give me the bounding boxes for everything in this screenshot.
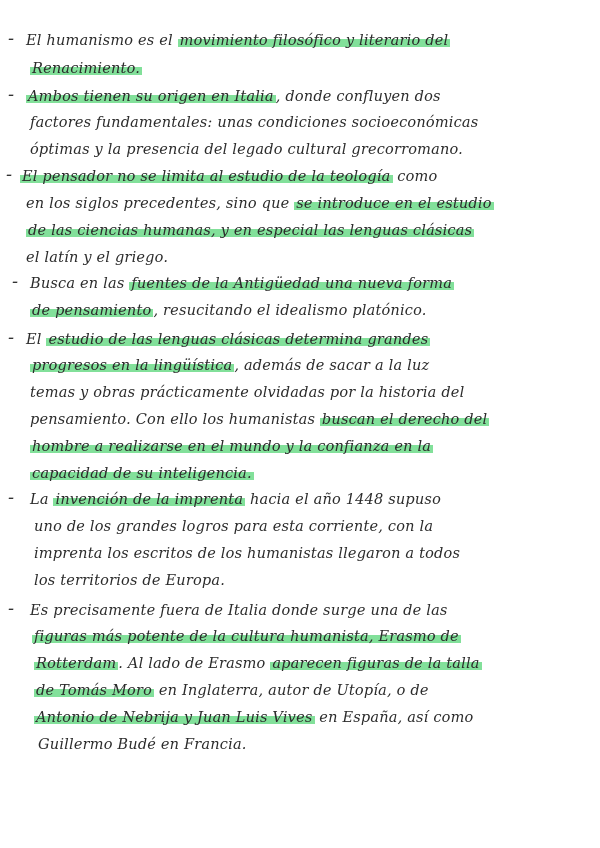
highlighted-text: El pensador no se limita al estudio de la teología — [22, 169, 391, 185]
text-segment: Guillermo Budé en Francia. — [38, 737, 247, 753]
text-segment: Busca en las — [30, 276, 130, 292]
note-line — [20, 168, 437, 186]
text-segment: El — [26, 332, 47, 348]
note-line — [30, 357, 429, 375]
note-line — [30, 465, 254, 483]
text-segment: factores fundamentales: unas condiciones socioeconómicas — [30, 115, 479, 131]
highlighted-text: buscan el derecho del — [321, 412, 488, 428]
note-line — [30, 114, 478, 132]
text-segment: hacia el año 1448 supuso — [245, 492, 442, 508]
highlighted-text: Antonio de Nebrija y Juan Luis Vives — [36, 710, 313, 726]
highlighted-text: Renacimiento. — [32, 61, 141, 77]
note-line — [38, 736, 247, 754]
note-line — [30, 602, 448, 620]
text-segment: los territorios de Europa. — [34, 573, 226, 589]
bullet-dash: - — [8, 84, 15, 105]
note-line — [34, 682, 429, 700]
highlighted-text: movimiento filosófico y literario del — [179, 33, 449, 49]
note-line — [34, 518, 433, 536]
note-line — [34, 545, 460, 563]
text-segment: , donde confluyen dos — [275, 89, 441, 105]
text-segment: en Inglaterra, autor de Utopía, o de — [154, 683, 429, 699]
text-segment: como — [392, 169, 438, 185]
note-line — [30, 141, 463, 159]
text-segment: óptimas y la presencia del legado cultural grecorromano. — [30, 142, 463, 158]
highlighted-text: estudio de las lenguas clásicas determina grandes — [48, 332, 429, 348]
highlighted-text: aparecen figuras de la talla — [272, 656, 480, 672]
note-line — [30, 275, 454, 293]
text-segment: La — [30, 492, 54, 508]
note-line — [34, 572, 225, 590]
text-segment: el latín y el griego. — [26, 250, 169, 266]
highlighted-text: de pensamiento — [32, 303, 152, 319]
text-segment: Es precisamente fuera de Italia donde surge una de las — [30, 603, 448, 619]
text-segment: en los siglos precedentes, sino que — [26, 196, 295, 212]
note-line — [30, 491, 441, 509]
text-segment: pensamiento. Con ello los humanistas — [30, 412, 320, 428]
text-segment: en España, así como — [314, 710, 474, 726]
bullet-dash: - — [6, 164, 13, 185]
note-line — [30, 60, 142, 78]
highlighted-text: Rotterdam — [36, 656, 117, 672]
highlighted-text: de Tomás Moro — [36, 683, 153, 699]
highlighted-text: hombre a realizarse en el mundo y la confianza en la — [32, 439, 432, 455]
text-segment: imprenta los escritos de los humanistas llegaron a todos — [34, 546, 461, 562]
highlighted-text: invención de la imprenta — [55, 492, 244, 508]
note-line — [30, 384, 464, 402]
note-line — [26, 222, 474, 240]
highlighted-text: progresos en la lingüística — [32, 358, 233, 374]
note-line — [32, 628, 461, 646]
text-segment: , además de sacar a la luz — [234, 358, 430, 374]
note-line — [26, 88, 441, 106]
note-line — [30, 411, 489, 429]
note-line — [26, 249, 168, 267]
highlighted-text: fuentes de la Antigüedad una nueva forma — [131, 276, 453, 292]
highlighted-text: de las ciencias humanas, y en especial las lenguas clásicas — [28, 223, 473, 239]
bullet-dash: - — [8, 28, 15, 49]
highlighted-text: capacidad de su inteligencia. — [32, 466, 252, 482]
note-line — [30, 438, 433, 456]
highlighted-text: figuras más potente de la cultura humanista, Erasmo de — [34, 629, 459, 645]
bullet-dash: - — [8, 327, 15, 348]
text-segment: . Al lado de Erasmo — [118, 656, 271, 672]
text-segment: temas y obras prácticamente olvidadas por la historia del — [30, 385, 465, 401]
text-segment: uno de los grandes logros para esta corriente, con la — [34, 519, 434, 535]
bullet-dash: - — [8, 598, 15, 619]
note-line — [34, 655, 482, 673]
highlighted-text: se introduce en el estudio — [296, 196, 492, 212]
note-line — [34, 709, 473, 727]
note-line — [26, 331, 430, 349]
text-segment: El humanismo es el — [26, 33, 178, 49]
bullet-dash: - — [8, 487, 15, 508]
highlighted-text: Ambos tienen su origen en Italia — [28, 89, 274, 105]
note-line — [26, 195, 494, 213]
text-segment: , resucitando el idealismo platónico. — [153, 303, 427, 319]
bullet-dash: - — [12, 271, 19, 292]
note-line — [30, 302, 427, 320]
note-line — [26, 32, 450, 50]
